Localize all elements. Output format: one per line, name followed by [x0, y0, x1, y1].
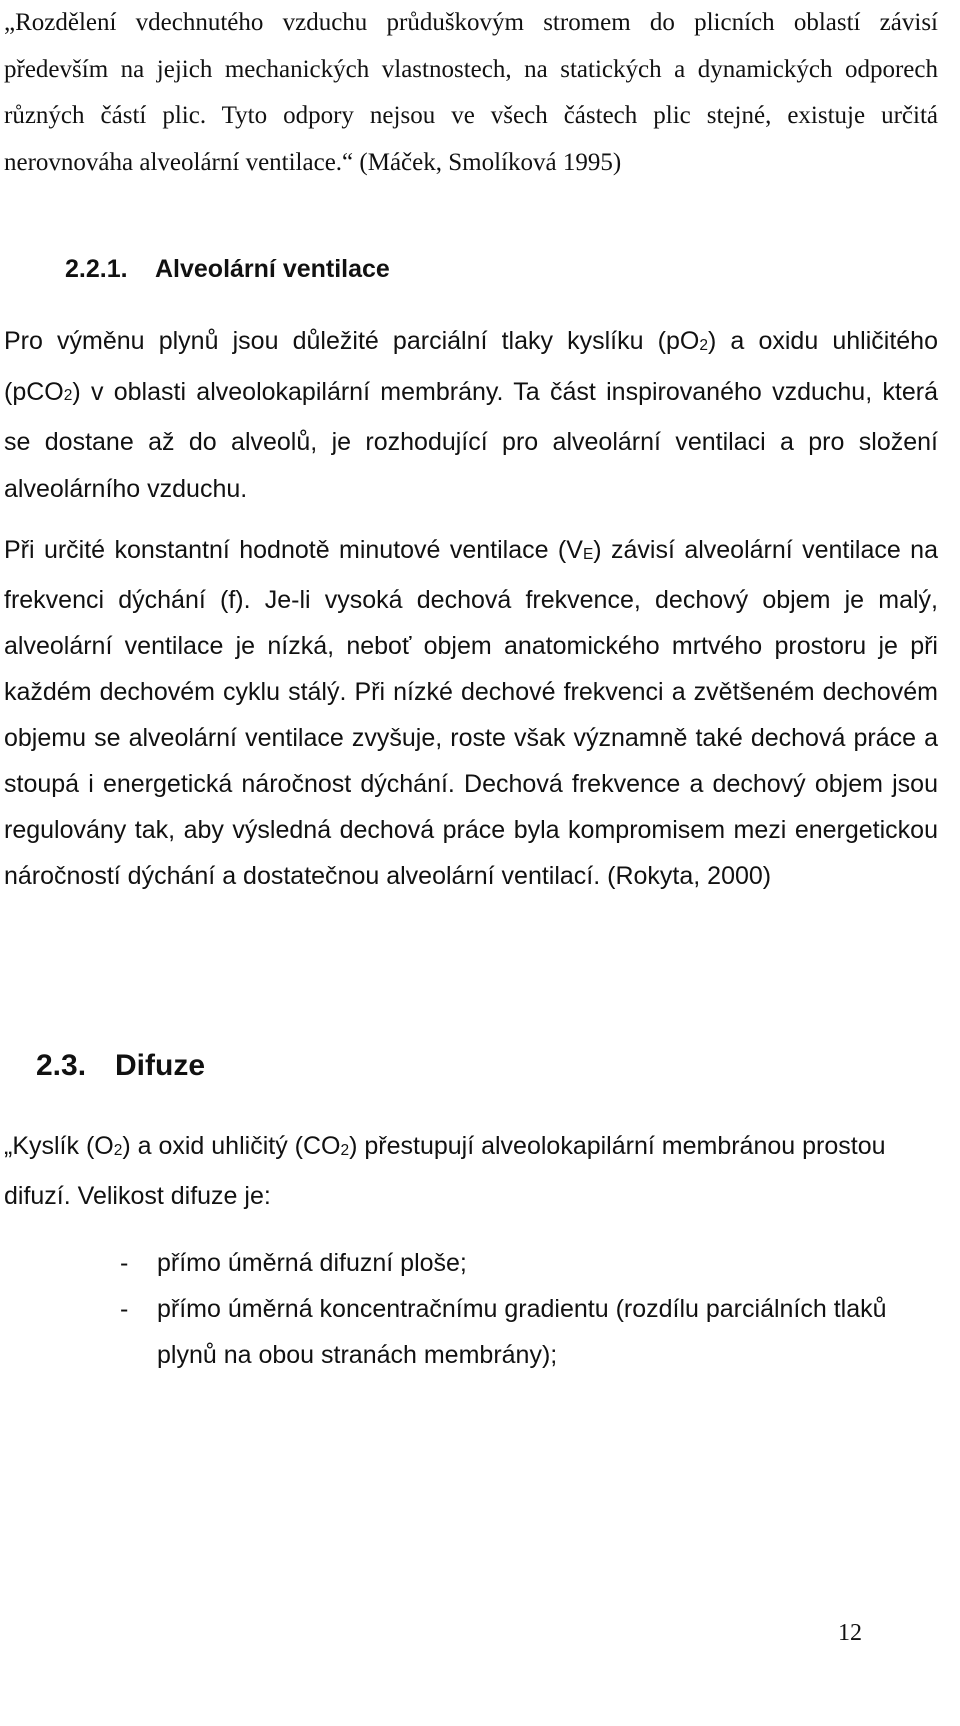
- p2-subscript: E: [582, 545, 594, 563]
- list-marker: -: [120, 1249, 129, 1277]
- p3-text-c: ) přestupují alveolokapilární membránou prostou difuzí. Velikost difuze je:: [4, 1132, 886, 1210]
- list-item-text: přímo úměrná difuzní ploše;: [157, 1249, 467, 1277]
- paragraph-partial-pressures: [4, 318, 938, 512]
- section-heading-2-2-1: [4, 246, 938, 293]
- p1-subscript-1: 2: [699, 336, 708, 354]
- intro-quote-paragraph: [4, 0, 938, 186]
- list-marker: -: [120, 1295, 129, 1323]
- section-title: Difuze: [115, 1049, 205, 1082]
- page-number: [0, 1620, 870, 1647]
- section-heading-2-3: [4, 1043, 938, 1090]
- p3-text-b: ) a oxid uhličitý (CO: [122, 1132, 341, 1160]
- list-item: [120, 1286, 940, 1378]
- p2-text-b: ) závisí alveolární ventilace na frekvenci dýchání (f). Je-li vysoká dechová frekvence, dechový objem je malý, alveolární ventilace je nízká, neboť objem anatomického mrtvého prostoru je při každém dechovém cyklu stálý. Při nízké dechové frekvenci a zvětšeném dechovém objemu se alveolární ventilace zvyšuje, roste však významně také dechová práce a stoupá i energetická náročnost dýchání. Dechová frekvence a dechový objem jsou regulovány tak, aby výsledná dechová práce byla kompromisem mezi energetickou náročností dýchání a dostatečnou alveolární ventilací. (Rokyta, 2000): [4, 536, 938, 890]
- page-number-text: 12: [838, 1620, 862, 1646]
- section-title: Alveolární ventilace: [155, 255, 390, 283]
- p3-subscript-1: 2: [113, 1141, 123, 1159]
- paragraph-diffusion: [4, 1123, 938, 1219]
- list-item-text: přímo úměrná koncentračnímu gradientu (rozdílu parciálních tlaků plynů na obou stranách membrány);: [157, 1295, 887, 1369]
- p1-text-a: Pro výměnu plynů jsou důležité parciální tlaky kyslíku (pO: [4, 327, 700, 355]
- intro-text: „Rozdělení vdechnutého vzduchu průduškovým stromem do plicních oblastí závisí především na jejich mechanických vlastnostech, na statických a dynamických odporech různých částí plic. Tyto odpory nejsou ve všech částech plic stejné, existuje určitá nerovnováha alveolární ventilace.“ (Máček, Smolíková 1995): [4, 9, 938, 176]
- paragraph-ventilation-frequency: [4, 527, 938, 899]
- list-item: [120, 1240, 940, 1286]
- p1-subscript-2: 2: [63, 387, 73, 405]
- p1-text-c: ) v oblasti alveolokapilární membrány. Ta část inspirovaného vzduchu, která se dostane až do alveolů, je rozhodující pro alveolární ventilaci a pro složení alveolárního vzduchu.: [4, 377, 938, 503]
- p1-text-b: ) a oxidu uhličitého (pCO: [4, 327, 938, 406]
- p3-text-a: „Kyslík (O: [4, 1132, 114, 1160]
- section-number: 2.2.1.: [65, 255, 128, 283]
- section-number: 2.3.: [36, 1049, 87, 1082]
- p2-text-a: Při určité konstantní hodnotě minutové ventilace (V: [4, 536, 583, 564]
- diffusion-factors-list: [120, 1240, 940, 1378]
- p3-subscript-2: 2: [340, 1141, 350, 1159]
